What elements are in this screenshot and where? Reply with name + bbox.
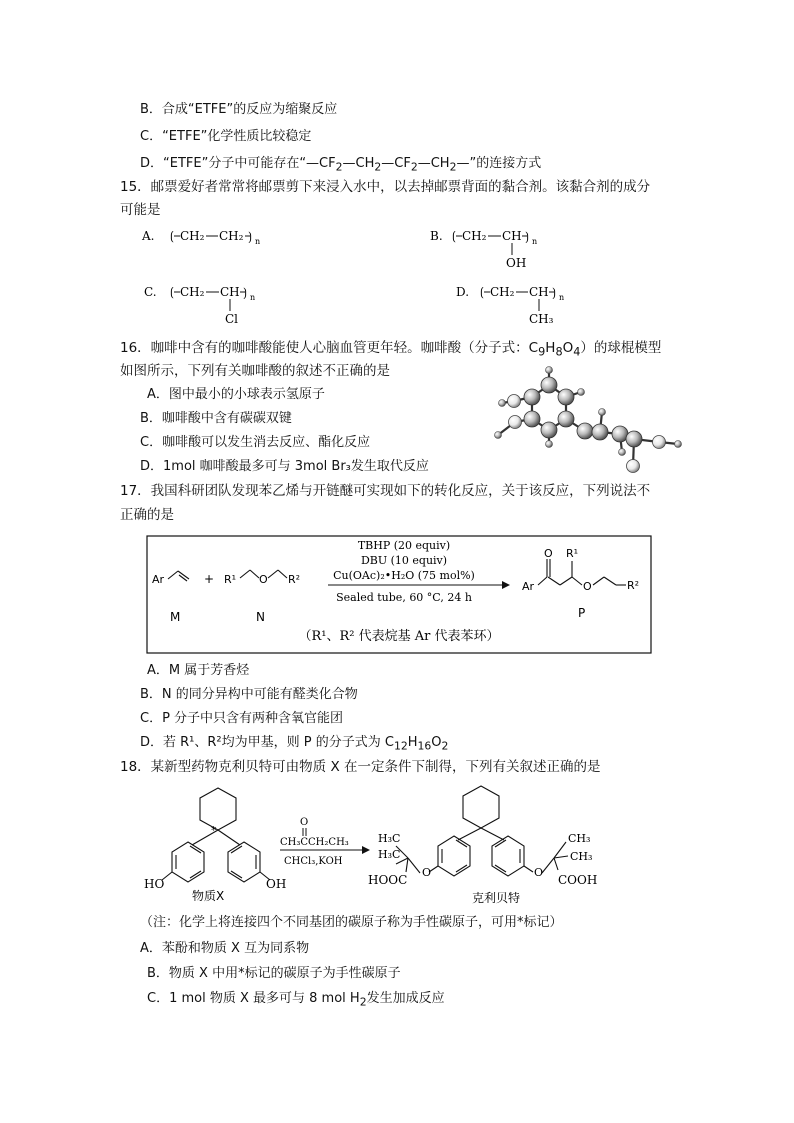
subscript: 2 xyxy=(449,160,457,174)
bracket-left: ⟮ xyxy=(170,229,174,243)
q17-option-d-text: D．若 R¹、R²均为甲基，则 P 的分子式为 C xyxy=(140,735,394,750)
q15-d-ch: CH xyxy=(529,285,549,299)
condition-4: Sealed tube, 60 °C, 24 h xyxy=(336,591,472,604)
subscript: 2 xyxy=(441,739,449,753)
q14-option-d xyxy=(140,155,541,177)
q15-d-n: n xyxy=(559,293,565,302)
p-r1: R¹ xyxy=(566,547,579,560)
q15-option-a-label: A. xyxy=(142,229,155,243)
q16-option-a: A．图中最小的小球表示氢原子 xyxy=(147,387,325,402)
bracket-right: ⟯ xyxy=(243,285,247,299)
q15-c-cl: Cl xyxy=(225,312,239,326)
product-phenyl-right xyxy=(492,836,524,876)
q18-option-c xyxy=(147,990,445,1012)
reagent-2: CHCl₃,KOH xyxy=(284,856,343,867)
q18-reaction-scheme xyxy=(140,780,620,910)
subscript: 4 xyxy=(573,345,581,359)
q15-b-oh: OH xyxy=(506,256,527,270)
q15-b-ch2: CH₂ xyxy=(462,229,487,243)
product-hooc: HOOC xyxy=(368,873,408,887)
q15-c-ch: CH xyxy=(220,285,240,299)
reagent-o: O xyxy=(300,817,309,828)
q17-option-c: C．P 分子中只含有两种含氧官能团 xyxy=(140,711,344,726)
product-h3c-1: H₃C xyxy=(378,832,401,845)
condition-2: DBU (10 equiv) xyxy=(360,554,448,567)
caffeic-acid-ball-stick-model xyxy=(488,362,688,474)
q15-a-ch2-2: CH₂ xyxy=(219,229,244,243)
p-carbonyl-o: O xyxy=(544,547,553,560)
p-o: O xyxy=(583,580,592,593)
x-oh: OH xyxy=(266,877,287,891)
reagent-1: CH₃CCH₂CH₃ xyxy=(280,837,349,848)
bracket-right: ⟯ xyxy=(552,285,556,299)
q15-d-ch2: CH₂ xyxy=(490,285,515,299)
subscript: 2 xyxy=(374,160,382,174)
label-m: M xyxy=(170,610,181,624)
q18-option-c-text-end: 发生加成反应 xyxy=(366,991,445,1006)
formula-o: O xyxy=(562,340,574,356)
chiral-star: * xyxy=(211,824,217,837)
product-o-left: O xyxy=(422,866,432,879)
bracket-left: ⟮ xyxy=(452,229,456,243)
q15-polymer-options xyxy=(130,222,580,332)
q14-option-d-text-3: —CF xyxy=(381,156,411,171)
bracket-right: ⟯ xyxy=(248,229,252,243)
q18-option-a: A．苯酚和物质 X 互为同系物 xyxy=(140,941,310,956)
label-x: 物质X xyxy=(192,889,225,903)
bracket-right: ⟯ xyxy=(525,229,529,243)
label-product: 克利贝特 xyxy=(472,891,521,905)
q16-stem-text-end: ）的球棍模型 xyxy=(580,340,662,356)
x-ho: HO xyxy=(144,877,165,891)
q16-option-c: C．咖啡酸可以发生消去反应、酯化反应 xyxy=(140,435,371,450)
q17-option-d xyxy=(140,734,448,756)
subscript: 12 xyxy=(393,739,408,753)
q15-option-b-label: B. xyxy=(430,229,443,243)
subscript: 2 xyxy=(335,160,343,174)
product-cyclohexane xyxy=(463,786,499,828)
q18-option-c-text: C．1 mol 物质 X 最多可与 8 mol H xyxy=(147,991,360,1006)
q14-option-b: B．合成“ETFE”的反应为缩聚反应 xyxy=(140,102,338,117)
q15-option-d-label: D. xyxy=(456,285,470,299)
q18-note: （注：化学上将连接四个不同基团的碳原子称为手性碳原子，可用*标记） xyxy=(140,915,563,930)
n-r2: R² xyxy=(288,573,301,586)
q16-stem-line1 xyxy=(120,339,661,362)
reaction-note: （R¹、R² 代表烷基 Ar 代表苯环） xyxy=(298,629,500,644)
q15-stem-line1: 15．邮票爱好者常常将邮票剪下来浸入水中，以去掉邮票背面的黏合剂。该黏合剂的成分 xyxy=(120,179,651,195)
bracket-left: ⟮ xyxy=(480,285,484,299)
q15-b-ch: CH xyxy=(502,229,522,243)
q14-option-d-text-1: D．“ETFE”分子中可能存在“—CF xyxy=(140,156,336,171)
product-ch3-1: CH₃ xyxy=(568,832,591,845)
n-r1: R¹ xyxy=(224,573,237,586)
formula-h: H xyxy=(407,735,418,750)
p-r2: R² xyxy=(627,579,640,592)
q15-option-c-label: C. xyxy=(144,285,157,299)
q17-reaction-scheme xyxy=(146,535,652,655)
q14-option-d-text-4: —CH xyxy=(417,156,450,171)
n-o: O xyxy=(259,573,268,586)
product-o-right: O xyxy=(534,866,544,879)
q14-option-c: C．“ETFE”化学性质比较稳定 xyxy=(140,129,312,144)
label-p: P xyxy=(578,606,586,620)
q15-a-n: n xyxy=(255,237,261,246)
label-n: N xyxy=(256,610,265,624)
condition-3: Cu(OAc)₂•H₂O (75 mol%) xyxy=(333,569,475,582)
formula-h: H xyxy=(545,340,556,356)
q15-d-ch3: CH₃ xyxy=(529,312,554,326)
product-ch3-2: CH₃ xyxy=(570,850,593,863)
q15-a-ch2-1: CH₂ xyxy=(180,229,205,243)
q16-stem-text: 16．咖啡中含有的咖啡酸能使人心脑血管更年轻。咖啡酸（分子式：C xyxy=(120,340,539,356)
m-ar: Ar xyxy=(152,573,165,586)
x-cyclohexane xyxy=(200,788,236,830)
product-phenyl-left xyxy=(438,836,470,876)
q15-stem-line2: 可能是 xyxy=(120,202,161,218)
q16-option-b: B．咖啡酸中含有碳碳双键 xyxy=(140,411,292,426)
product-h3c-2: H₃C xyxy=(378,848,401,861)
subscript: 2 xyxy=(410,160,418,174)
q17-option-a: A．M 属于芳香烃 xyxy=(147,663,250,678)
p-ar: Ar xyxy=(522,580,535,593)
q14-option-d-text-5: —”的连接方式 xyxy=(456,156,542,171)
q18-stem: 18．某新型药物克利贝特可由物质 X 在一定条件下制得，下列有关叙述正确的是 xyxy=(120,759,601,775)
q18-option-b: B．物质 X 中用*标记的碳原子为手性碳原子 xyxy=(147,966,401,981)
q16-stem-line2: 如图所示，下列有关咖啡酸的叙述不正确的是 xyxy=(120,363,390,379)
bracket-left: ⟮ xyxy=(170,285,174,299)
product-cooh: COOH xyxy=(558,873,598,887)
subscript: 8 xyxy=(555,345,563,359)
subscript: 9 xyxy=(538,345,546,359)
x-phenyl-right xyxy=(228,842,260,882)
subscript: 2 xyxy=(359,995,367,1009)
q17-option-b: B．N 的同分异构中可能有醛类化合物 xyxy=(140,687,358,702)
q15-c-ch2: CH₂ xyxy=(180,285,205,299)
q15-b-n: n xyxy=(532,237,538,246)
q17-stem-line1: 17．我国科研团队发现苯乙烯与开链醚可实现如下的转化反应，关于该反应，下列说法不 xyxy=(120,483,651,499)
plus: + xyxy=(204,572,215,586)
x-phenyl-left xyxy=(172,842,204,882)
q17-stem-line2: 正确的是 xyxy=(120,507,174,523)
subscript: 16 xyxy=(417,739,432,753)
q14-option-d-text-2: —CH xyxy=(342,156,375,171)
formula-o: O xyxy=(431,735,442,750)
q16-option-d: D．1mol 咖啡酸最多可与 3mol Br₃发生取代反应 xyxy=(140,459,429,474)
q15-c-n: n xyxy=(250,293,256,302)
condition-1: TBHP (20 equiv) xyxy=(357,539,451,552)
